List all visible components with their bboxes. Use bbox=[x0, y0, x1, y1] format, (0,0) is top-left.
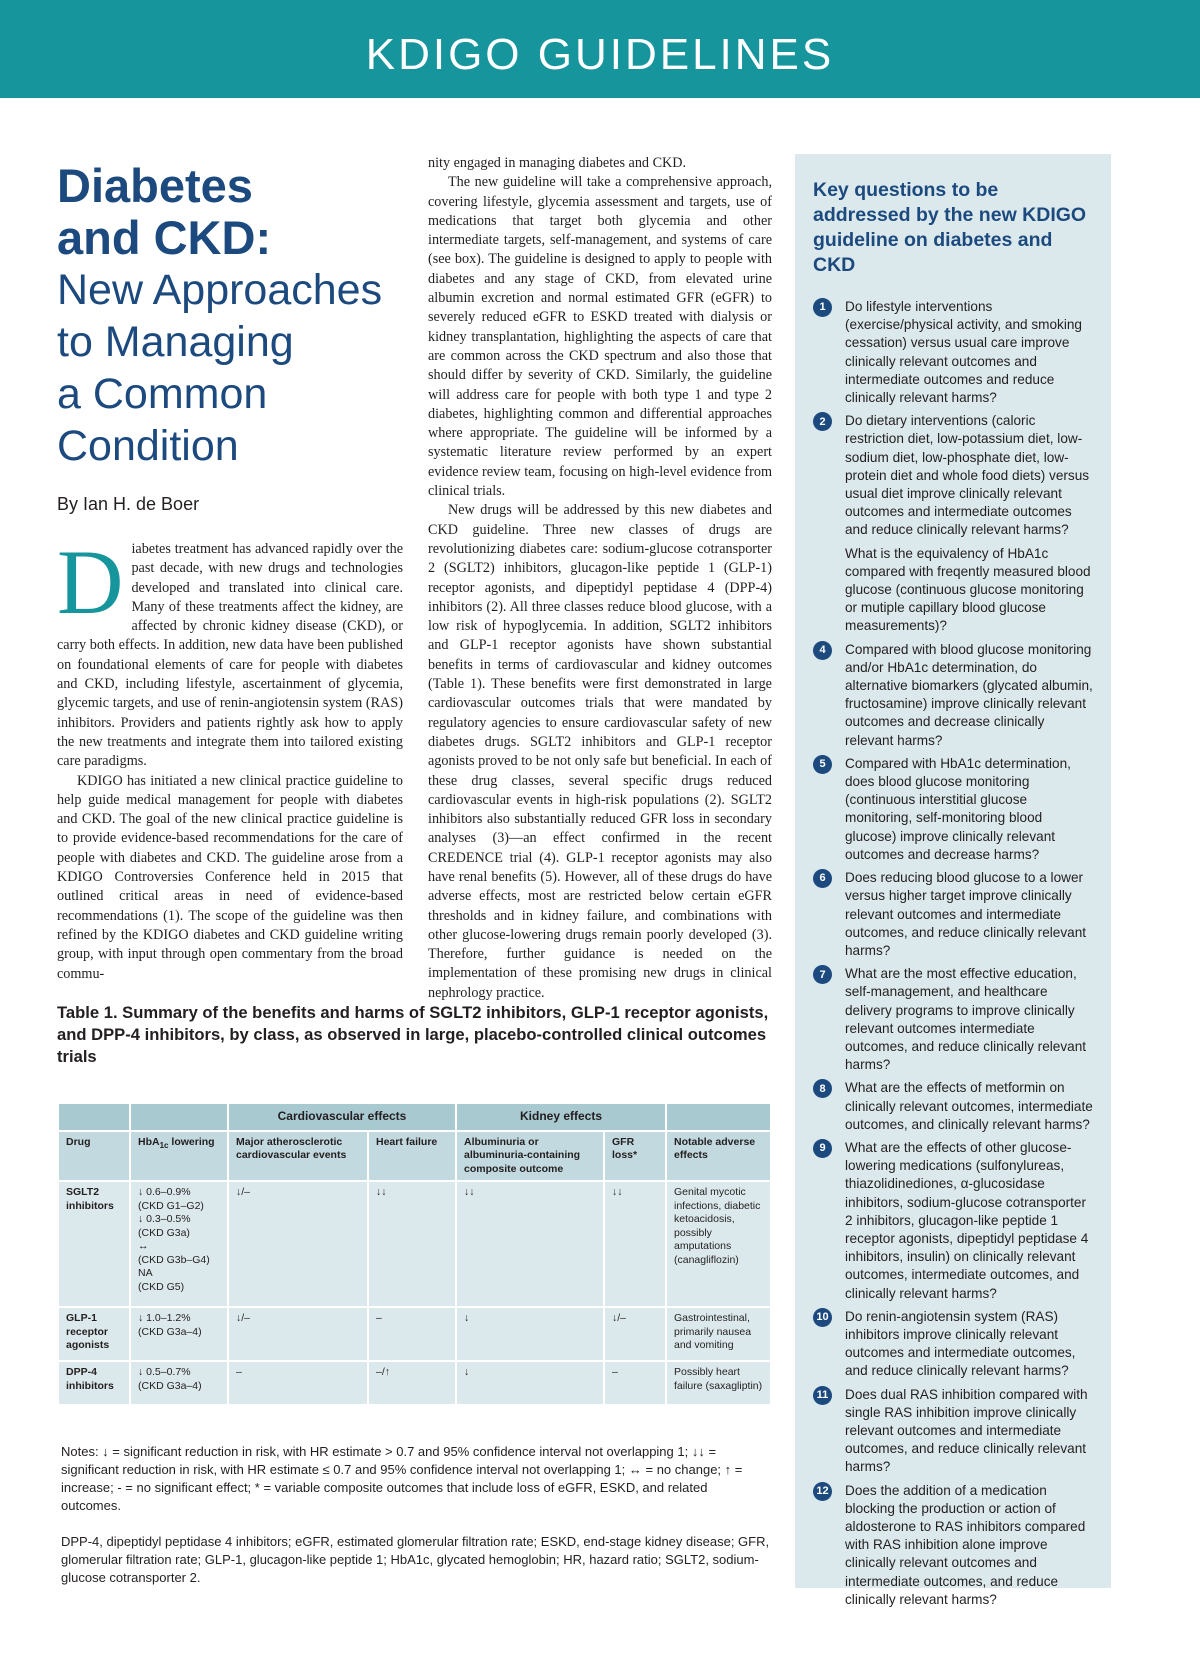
cell-heart-failure: – bbox=[368, 1307, 456, 1361]
table-header-row bbox=[58, 1131, 771, 1182]
question-number-badge: 11 bbox=[813, 1386, 832, 1405]
question-number-badge: 5 bbox=[813, 755, 832, 774]
question-item bbox=[813, 869, 1095, 960]
question-number-badge: 7 bbox=[813, 965, 832, 984]
cell-hba1c: ↓ 1.0–1.2% (CKD G3a–4) bbox=[130, 1307, 228, 1361]
hba1c-subscript: 1c bbox=[159, 1140, 169, 1150]
question-text: Does reducing blood glucose to a lower versus higher target improve clinically relevant outcomes and intermediate outcomes, and reduce clinically relevant harms? bbox=[845, 870, 1087, 958]
col-header-adverse-effects: Notable adverse effects bbox=[666, 1131, 771, 1182]
paragraph: New drugs will be addressed by this new diabetes and CKD guideline. Three new classes of drugs are revolutionizing diabetes care: sodium-glucose cotransporter 2 (SGLT2) inhibitors, glucagon-like peptide 1 (GLP-1) receptor agonists, and dipeptidyl peptidase 4 (DPP-4) inhibitors (2). All three classes reduce blood glucose, with a low risk of hypoglycemia. In addition, SGLT2 inhibitors and GLP-1 receptor agonists have shown substantial benefits in terms of cardiovascular and kidney outcomes (Table 1). These benefits were first demonstrated in large cardiovascular outcomes trials that were mandated by regulatory agencies to ensure cardiovascular safety of new diabetes drugs. SGLT2 inhibitors and GLP-1 receptor agonists proved to be not only safe but beneficial. In each of these drug classes, several specific drugs reduced cardiovascular events in high-risk populations (2). SGLT2 inhibitors also substantially reduced GFR loss in secondary analyses (3)—an effect confirmed in the recent CREDENCE trial (4). GLP-1 receptor agonists may also have renal benefits (5). However, all of these drugs do have adverse effects, most are restricted below certain eGFR thresholds and in kidney failure, and combinations with other glucose-lowering drugs remain poorly developed (3). Therefore, further guidance is needed on the implementation of these promising new drugs in clinical nephrology practice. bbox=[428, 502, 772, 1001]
paragraph: nity engaged in managing diabetes and CKD. bbox=[428, 155, 687, 171]
table-group-blank bbox=[130, 1103, 228, 1131]
question-item bbox=[813, 545, 1095, 636]
question-text: What are the effects of metformin on clinically relevant outcomes, intermediate outcomes, and clinically relevant harms? bbox=[845, 1080, 1093, 1132]
article-column-1 bbox=[57, 531, 403, 984]
question-text: Does the addition of a medication blocking the production or action of aldosterone to RAS inhibitors compared with RAS inhibition alone improve clinically relevant outcomes and intermediate outcomes, and reduce clinically relevant harms? bbox=[845, 1482, 1086, 1607]
article-headline bbox=[57, 160, 417, 472]
cell-heart-failure: –/↑ bbox=[368, 1361, 456, 1405]
cell-gfr-loss: ↓↓ bbox=[604, 1181, 666, 1307]
table-row bbox=[58, 1361, 771, 1405]
question-number-badge: 8 bbox=[813, 1079, 832, 1098]
cell-gfr-loss: – bbox=[604, 1361, 666, 1405]
sidebar-title: Key questions to be addressed by the new KDIGO guideline on diabetes and CKD bbox=[813, 179, 1087, 276]
subtitle-line-4: Condition bbox=[57, 422, 239, 470]
table-caption: Table 1. Summary of the benefits and harms of SGLT2 inhibitors, GLP-1 receptor agonists, and DPP-4 inhibitors, by class, as observed in large, placebo-controlled clinical outcomes trials bbox=[57, 1003, 769, 1066]
cell-adverse-effects: Possibly heart failure (saxagliptin) bbox=[666, 1361, 771, 1405]
cell-drug: GLP-1 receptor agonists bbox=[58, 1307, 130, 1361]
question-number-badge: 1 bbox=[813, 298, 832, 317]
question-item bbox=[813, 755, 1095, 864]
question-item bbox=[813, 641, 1095, 750]
question-number-badge: 2 bbox=[813, 412, 832, 431]
table-row bbox=[58, 1307, 771, 1361]
header-banner bbox=[0, 0, 1200, 98]
col-header-albuminuria: Albuminuria or albuminuria-containing composite outcome bbox=[456, 1131, 604, 1182]
title-line-2: and CKD: bbox=[57, 211, 272, 264]
question-item bbox=[813, 1482, 1095, 1609]
cell-adverse-effects: Gastrointestinal, primarily nausea and vomiting bbox=[666, 1307, 771, 1361]
key-questions-sidebar bbox=[795, 154, 1111, 1607]
question-item bbox=[813, 1139, 1095, 1303]
col-header-gfr-loss: GFR loss* bbox=[604, 1131, 666, 1182]
cell-drug: SGLT2 inhibitors bbox=[58, 1181, 130, 1307]
question-text: What are the most effective education, self-management, and healthcare delivery programs to improve clinically relevant outcomes intermediate outcomes, and reduce clinically relevant harms? bbox=[845, 966, 1087, 1073]
question-number-badge: 4 bbox=[813, 641, 832, 660]
question-text: Do renin-angiotensin system (RAS) inhibitors improve clinically relevant outcomes and intermediate outcomes, and reduce clinically relevant harms? bbox=[845, 1308, 1076, 1379]
question-text: What is the equivalency of HbA1c compared with freqently measured blood glucose (continuous glucose monitoring or mutiple capillary blood glucose measurements)? bbox=[845, 545, 1091, 634]
drop-cap: D bbox=[57, 531, 124, 633]
cell-albuminuria: ↓ bbox=[456, 1361, 604, 1405]
cell-mace: – bbox=[228, 1361, 368, 1405]
benefits-harms-table bbox=[57, 1102, 772, 1406]
paragraph-text: iabetes treatment has advanced rapidly over the past decade, with new drugs and technologies developed and translated into clinical care. Many of these treatments affect the kidney, are affected by chronic kidney disease (CKD), or carry both effects. In addition, new data have been published on foundational elements of care for people with diabetes and CKD, including lifestyle, ascertainment of glycemia, glycemic targets, and use of renin-angiotensin system (RAS) inhibitors. Providers and patients rightly ask how to apply the new treatments and integrate them into tailored existing care paradigms. bbox=[57, 541, 403, 770]
cell-adverse-effects: Genital mycotic infections, diabetic ketoacidosis, possibly amputations (canagliflozin) bbox=[666, 1181, 771, 1307]
table-row bbox=[58, 1181, 771, 1307]
cell-heart-failure: ↓↓ bbox=[368, 1181, 456, 1307]
cell-drug: DPP-4 inhibitors bbox=[58, 1361, 130, 1405]
table-notes: Notes: ↓ = significant reduction in risk, with HR estimate > 0.7 and 95% confidence interval not overlapping 1; ↓↓ = significant reduction in risk, with HR estimate ≤ 0.7 and 95% confidence interval not overlapping 1; ↔ = no change; ↑ = increase; - = no significant effect; * = variable composite outcomes that include loss of eGFR, ESKD, and related outcomes. bbox=[61, 1444, 743, 1513]
question-item bbox=[813, 1308, 1095, 1381]
question-item bbox=[813, 1079, 1095, 1134]
question-item bbox=[813, 298, 1095, 407]
hba1c-suffix: lowering bbox=[168, 1135, 215, 1148]
col-header-mace: Major atherosclerotic cardiovascular events bbox=[228, 1131, 368, 1182]
question-text: Does dual RAS inhibition compared with single RAS inhibition improve clinically relevant outcomes and intermediate outcomes, and reduce clinically relevant harms? bbox=[845, 1386, 1088, 1475]
cell-albuminuria: ↓ bbox=[456, 1307, 604, 1361]
table-group-blank bbox=[58, 1103, 130, 1131]
col-header-heart-failure: Heart failure bbox=[368, 1131, 456, 1182]
subtitle-line-2: to Managing bbox=[57, 318, 294, 366]
cell-mace: ↓/– bbox=[228, 1181, 368, 1307]
cell-gfr-loss: ↓/– bbox=[604, 1307, 666, 1361]
question-text: Do dietary interventions (caloric restriction diet, low-potassium diet, low-sodium diet, low-phosphate diet, low-protein diet and whole food diets) versus usual diet improve clinically relevant outcomes and intermediate outcomes and reduce clinically relevant harms? bbox=[845, 413, 1090, 538]
cell-albuminuria: ↓↓ bbox=[456, 1181, 604, 1307]
table-group-blank bbox=[666, 1103, 771, 1131]
group-header-cardio: Cardiovascular effects bbox=[228, 1103, 456, 1131]
question-number-badge: 10 bbox=[813, 1308, 832, 1327]
hba1c-prefix: HbA bbox=[138, 1135, 160, 1148]
subtitle-line-1: New Approaches bbox=[57, 266, 383, 314]
table-abbreviations: DPP-4, dipeptidyl peptidase 4 inhibitors; eGFR, estimated glomerular filtration rate; ESKD, end-stage kidney disease; GFR, glomerular filtration rate; GLP-1, glucagon-like peptide 1; HbA1c, glycated hemoglobin; HR, hazard ratio; SGLT2, sodium-glucose cotransporter 2. bbox=[61, 1534, 770, 1585]
cell-mace: ↓/– bbox=[228, 1307, 368, 1361]
question-text: Do lifestyle interventions (exercise/physical activity, and smoking cessation) versus usual care improve clinically relevant outcomes and intermediate outcomes and reduce clinically relevant harms? bbox=[845, 299, 1082, 406]
subtitle-line-3: a Common bbox=[57, 370, 268, 418]
col-header-hba1c bbox=[130, 1131, 228, 1182]
article-column-2 bbox=[428, 154, 772, 1003]
table-group-header-row bbox=[58, 1103, 771, 1131]
group-header-kidney: Kidney effects bbox=[456, 1103, 666, 1131]
paragraph: The new guideline will take a comprehensive approach, covering lifestyle, glycemia assessment and targets, use of medications that target both glycemia and other intermediate targets, self-management, and systems of care (see box). The guideline is designed to apply to people with diabetes and any stage of CKD, from elevated urine albumin excretion and normal estimated GFR (eGFR) to severely reduced eGFR to ESKD treated with dialysis or kidney transplantation, highlighting the aspects of care that are common across the CKD spectrum and also those that should differ by severity of CKD. Similarly, the guideline will address care for people with both type 1 and type 2 diabetes, highlighting common and differential approaches where appropriate. The guideline will be informed by a systematic literature review performed by an expert evidence review team, focusing on high-level evidence from clinical trials. bbox=[428, 174, 772, 500]
question-number-badge: 6 bbox=[813, 869, 832, 888]
question-item bbox=[813, 1386, 1095, 1477]
cell-hba1c: ↓ 0.6–0.9% (CKD G1–G2) ↓ 0.3–0.5% (CKD G3a) ↔ (CKD G3b–G4) NA (CKD G5) bbox=[130, 1181, 228, 1307]
banner-title: KDIGO GUIDELINES bbox=[365, 30, 835, 79]
question-number-badge: 12 bbox=[813, 1482, 832, 1501]
title-line-1: Diabetes bbox=[57, 159, 253, 212]
question-item bbox=[813, 412, 1095, 539]
question-text: Compared with blood glucose monitoring and/or HbA1c determination, do alternative biomarkers (glycated albumin, fructosamine) improve clinically relevant outcomes and decrease clinically relevant harms? bbox=[845, 641, 1093, 748]
paragraph bbox=[57, 531, 403, 772]
paragraph: KDIGO has initiated a new clinical practice guideline to help guide medical management for people with diabetes and CKD. The goal of the new clinical practice guideline is to provide evidence-based recommendations for the care of people with diabetes and CKD. The guideline arose from a KDIGO Controversies Conference held in 2015 that outlined critical areas in need of evidence-based recommendations (1). The scope of the guideline was then refined by the KDIGO diabetes and CKD guideline writing group, with input through open commentary from the broad commu- bbox=[57, 772, 403, 982]
question-text: What are the effects of other glucose-lowering medications (sulfonylureas, thiazolidinediones, α-glucosidase inhibitors, sodium-glucose cotransporter 2 inhibitors, glucagon-like peptide 1 receptor agonists, dipeptidyl peptidase 4 inhibitors, insulin) on clinically relevant outcomes, intermediate outcomes, and clinically relevant harms? bbox=[845, 1139, 1089, 1301]
question-text: Compared with HbA1c determination, does blood glucose monitoring (continuous interstitial glucose monitoring, self-monitoring blood glucose) improve clinically relevant outcomes and decrease harms? bbox=[845, 755, 1071, 862]
question-number-badge: 9 bbox=[813, 1139, 832, 1158]
question-item bbox=[813, 965, 1095, 1074]
col-header-drug: Drug bbox=[58, 1131, 130, 1182]
byline: By Ian H. de Boer bbox=[57, 494, 200, 514]
cell-hba1c: ↓ 0.5–0.7% (CKD G3a–4) bbox=[130, 1361, 228, 1405]
